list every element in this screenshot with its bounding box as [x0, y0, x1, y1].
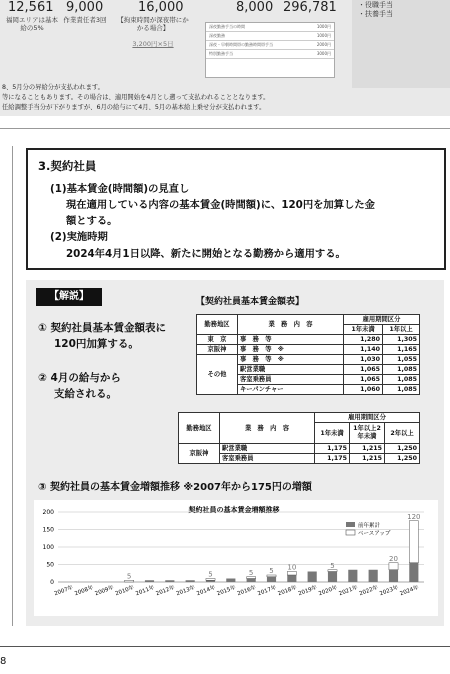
wage-table-title: 【契約社員基本賃金額表】	[196, 297, 305, 307]
table-row: 東 京 事 務 等 1,280 1,305	[197, 335, 420, 345]
explanation-tag: 【解説】	[36, 288, 102, 306]
x-tick-label: 2018年	[277, 584, 298, 598]
header-cell: 雇用期間区分	[315, 413, 420, 423]
bar-cumulative	[369, 570, 378, 582]
header-cell: 勤務地区	[197, 315, 238, 335]
footnote-line: 8、5月分の昇給分が支払われます。	[2, 84, 104, 91]
header-cell: 1年未満	[344, 325, 383, 335]
wage-table-keihanshin	[178, 412, 420, 464]
header-cell: 2年以上	[385, 423, 420, 444]
x-tick-label: 2013年	[175, 584, 197, 598]
page-number: 8	[0, 656, 7, 667]
legend-label: ベースアップ	[358, 531, 391, 537]
x-tick-label: 2011年	[134, 584, 156, 598]
bar-cumulative	[348, 570, 357, 582]
x-tick-label: 2015年	[216, 584, 237, 598]
margin-rule	[12, 146, 13, 626]
data-label: 5	[208, 570, 213, 579]
header-cell: 勤務地区	[179, 413, 220, 444]
bar-cumulative	[308, 572, 317, 583]
bar-cumulative	[186, 580, 195, 582]
x-tick-label: 2023年	[378, 584, 400, 598]
item1-body: 現在適用している内容の基本賃金(時間額)に、120円を加算した金	[66, 199, 375, 211]
bar-cumulative	[165, 580, 174, 582]
bar-cumulative	[267, 577, 276, 582]
note-3: ③ 契約社員の基本賃金増額推移 ※2007年から175円の増額	[38, 482, 312, 493]
table-row: 京阪神 事 務 等 ※ 1,140 1,165	[197, 345, 420, 355]
chart-legend	[346, 521, 391, 537]
bar-baseup	[206, 579, 215, 581]
bar-cumulative	[206, 580, 215, 582]
x-tick-label: 2009年	[94, 584, 115, 598]
bar-cumulative	[389, 570, 398, 582]
value-cell: 16,000	[138, 0, 184, 15]
mini-row: 深夜勤務手当の時間 1000円	[206, 23, 334, 32]
bar-cumulative	[247, 579, 256, 583]
side-item: ・扶養手当	[358, 10, 393, 18]
x-tick-label: 2021年	[338, 584, 359, 598]
footnote-line: 任給調整手当分が下がりますが、6月の給与にて4月、5月の基本給上乗せ分が支払われます。	[2, 104, 266, 111]
y-tick-label: 0	[50, 579, 54, 586]
side-note-box	[352, 0, 450, 88]
data-label: 10	[287, 563, 297, 572]
x-tick-label: 2019年	[297, 584, 319, 598]
wage-table	[196, 314, 420, 395]
section-heading: 3.契約社員	[38, 159, 97, 173]
note-1-cont: 120円加算する。	[54, 338, 139, 350]
wage-increase-chart	[34, 500, 438, 616]
item1-title: (1)基本賃金(時間額)の見直し	[50, 183, 190, 195]
bar-cumulative	[328, 572, 337, 583]
note-2: ② 4月の給与から	[38, 372, 121, 384]
table-row: 客室乗務員 1,175 1,215 1,250	[179, 454, 420, 464]
note-cell: 【拘束時間が深夜帯にかかる場合】	[117, 16, 189, 32]
legend-label: 前年累計	[358, 523, 381, 529]
x-tick-label: 2017年	[256, 584, 278, 598]
bar-baseup	[409, 521, 418, 563]
chart-svg	[34, 500, 438, 616]
x-tick-label: 2016年	[236, 584, 258, 598]
y-tick-label: 50	[46, 561, 54, 569]
bar-cumulative	[145, 580, 154, 582]
table-row: 京阪神 駅営業職 1,175 1,215 1,250	[179, 444, 420, 454]
table-row: その他 事 務 等 ※ 1,030 1,055	[197, 355, 420, 365]
bar-cumulative	[409, 563, 418, 582]
note-cell: 作業責任者3回	[63, 16, 107, 24]
data-label: 5	[126, 572, 132, 581]
header-cell: 1年未満	[315, 423, 350, 444]
y-tick-label: 200	[42, 509, 54, 516]
value-cell: 8,000	[236, 0, 274, 15]
chart-title: 契約社員の基本賃金増額推移	[188, 506, 280, 514]
header-cell: 1年以上	[383, 325, 420, 335]
header-cell: 1年以上2年未満	[350, 423, 385, 444]
mini-row: 深夜・早朝時間帯の勤務時間帯手当 2000円	[206, 41, 334, 50]
x-tick-label: 2007年	[53, 584, 75, 598]
header-cell: 雇用期間区分	[344, 315, 420, 325]
top-summary-band	[0, 0, 450, 116]
data-label: 5	[269, 567, 274, 575]
note-1: ① 契約社員基本賃金額表に	[38, 322, 167, 334]
item1-body: 額とする。	[66, 215, 118, 227]
x-tick-label: 2022年	[358, 584, 380, 598]
bar-baseup	[389, 563, 398, 570]
x-tick-label: 2010年	[114, 584, 136, 598]
page-bottom-rule	[0, 646, 450, 647]
x-tick-label: 2008年	[73, 584, 95, 598]
bar-cumulative	[226, 579, 235, 583]
legend-swatch	[346, 522, 355, 527]
mini-row: 深夜勤務 1000円	[206, 32, 334, 41]
footnote-line: 等になることもあります。その場合は、適用開始を4月とし遡って支払われることとなります。	[2, 94, 270, 101]
x-tick-label: 2012年	[155, 584, 176, 598]
bar-baseup	[247, 577, 256, 579]
bar-cumulative	[287, 575, 296, 582]
mini-row: 特別勤務手当 3000円	[206, 50, 334, 59]
bar-baseup	[328, 570, 337, 572]
header-cell: 業 務 内 容	[220, 413, 315, 444]
x-tick-label: 2014年	[195, 584, 217, 598]
item2-body: 2024年4月1日以降、新たに開始となる勤務から適用する。	[66, 248, 346, 260]
data-label: 5	[248, 568, 254, 577]
bar-baseup	[267, 575, 276, 577]
value-cell: 12,561	[8, 0, 54, 15]
table-row: 客室乗務員 1,065 1,085	[197, 375, 420, 385]
data-label: 5	[330, 561, 335, 570]
value-cell: 296,781	[283, 0, 337, 15]
data-label: 120	[407, 512, 421, 521]
header-cell: 業 務 内 容	[238, 315, 344, 335]
note-cell: 福岡エリアは基本給の5%	[6, 16, 58, 32]
x-tick-label: 2024年	[399, 584, 420, 598]
item2-title: (2)実施時期	[50, 231, 108, 243]
note-2-cont: 支給される。	[54, 388, 117, 400]
divider	[0, 128, 450, 129]
side-item: ・役職手当	[358, 1, 393, 9]
x-tick-label: 2020年	[317, 584, 339, 598]
table-row: 駅営業職 1,065 1,085	[197, 365, 420, 375]
note-cell: 3,200円×5日	[132, 40, 174, 48]
value-cell: 9,000	[66, 0, 104, 15]
data-label: 20	[389, 554, 398, 563]
y-tick-label: 150	[42, 526, 54, 534]
bar-baseup	[125, 580, 134, 582]
bar-baseup	[287, 572, 296, 576]
allowance-mini-table	[205, 22, 335, 78]
contract-employee-box	[26, 148, 446, 270]
legend-swatch	[346, 530, 355, 535]
table-row: キーパンチャー 1,060 1,085	[197, 385, 420, 395]
y-tick-label: 100	[42, 544, 54, 551]
